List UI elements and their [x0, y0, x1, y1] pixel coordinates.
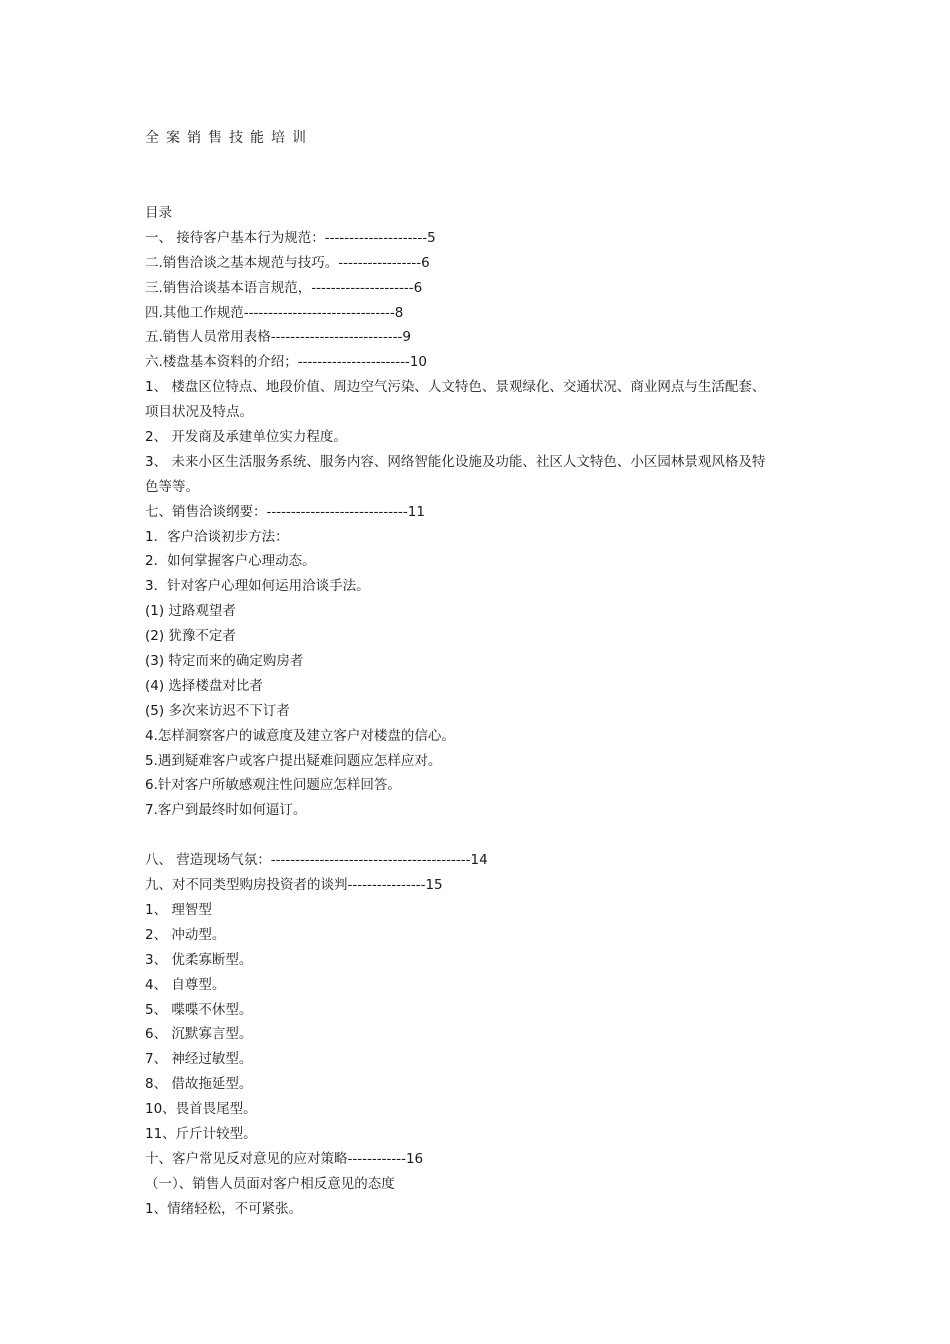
toc-line: 六.楼盘基本资料的介绍；-----------------------10	[145, 354, 428, 371]
toc-line: 3．针对客户心理如何运用洽谈手法。	[145, 578, 370, 595]
toc-line: 3、 未来小区生活服务系统、服务内容、网络智能化设施及功能、社区人文特色、小区园林景观风格及特	[145, 453, 766, 470]
toc-line: 2．如何掌握客户心理动态。	[145, 553, 316, 570]
toc-line: 五.销售人员常用表格---------------------------9	[145, 329, 411, 346]
toc-line: (1) 过路观望者	[145, 603, 236, 620]
document-title: 全案销售技能培训	[145, 130, 313, 146]
toc-line: 色等等。	[145, 478, 199, 495]
toc-line: 项目状况及特点。	[145, 404, 253, 421]
toc-line: 1、情绪轻松，不可紧张。	[145, 1200, 303, 1217]
toc-line: 4、 自尊型。	[145, 976, 226, 993]
toc-line: 九、对不同类型购房投资者的谈判----------------15	[145, 877, 443, 894]
toc-line: (3) 特定而来的确定购房者	[145, 653, 304, 670]
toc-line: 4.怎样洞察客户的诚意度及建立客户对楼盘的信心。	[145, 727, 455, 744]
toc-line: 四.其他工作规范-------------------------------8	[145, 304, 404, 321]
toc-line: 6.针对客户所敏感观注性问题应怎样回答。	[145, 777, 401, 794]
toc-line: (5) 多次来访迟不下订者	[145, 702, 290, 719]
toc-line: 八、 营造现场气氛：-----------------------------------------14	[145, 852, 488, 869]
toc-line: (2) 犹豫不定者	[145, 628, 236, 645]
toc-line: 十、客户常见反对意见的应对策略------------16	[145, 1150, 424, 1167]
toc-line: 七、销售洽谈纲要：-----------------------------11	[145, 503, 425, 520]
toc-line: 三.销售洽谈基本语言规范，---------------------6	[145, 279, 423, 296]
toc-line: 一、 接待客户基本行为规范：---------------------5	[145, 229, 436, 246]
toc-line: 2、 冲动型。	[145, 926, 226, 943]
toc-line: 8、 借故拖延型。	[145, 1076, 253, 1093]
toc-heading: 目录	[145, 205, 172, 221]
toc-line: （一）、销售人员面对客户相反意见的态度	[145, 1175, 395, 1192]
toc-line: 二.销售洽谈之基本规范与技巧。-----------------6	[145, 254, 430, 271]
table-of-contents	[145, 201, 825, 1222]
blank-line	[145, 823, 825, 848]
toc-line: 1．客户洽谈初步方法：	[145, 528, 289, 545]
toc-line: (4) 选择楼盘对比者	[145, 677, 263, 694]
toc-line: 11、斤斤计较型。	[145, 1125, 257, 1142]
toc-line: 2、 开发商及承建单位实力程度。	[145, 429, 347, 446]
toc-line: 5、 喋喋不休型。	[145, 1001, 253, 1018]
toc-line: 7、 神经过敏型。	[145, 1051, 253, 1068]
toc-line: 5.遇到疑难客户或客户提出疑难问题应怎样应对。	[145, 752, 442, 769]
toc-line: 1、 楼盘区位特点、地段价值、周边空气污染、人文特色、景观绿化、交通状况、商业网点与生活配套、	[145, 379, 766, 396]
toc-line: 10、畏首畏尾型。	[145, 1101, 257, 1118]
toc-line: 3、 优柔寡断型。	[145, 951, 253, 968]
toc-line: 6、 沉默寡言型。	[145, 1026, 253, 1043]
toc-line: 1、 理智型	[145, 901, 212, 918]
toc-line: 7.客户到最终时如何逼订。	[145, 802, 307, 819]
